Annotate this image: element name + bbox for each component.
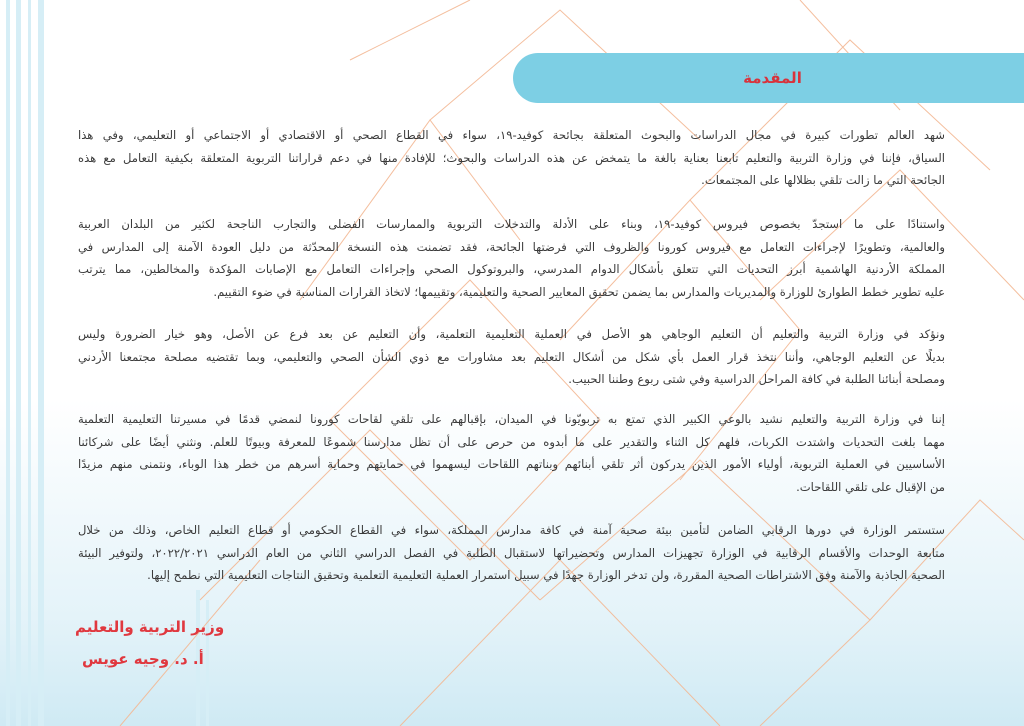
paragraph-line: المملكة الأردنية الهاشمية أبرز التحديات التي تتعلق بأشكال الدوام المدرسي، والبروتوكول الصحي وإجراءات التعامل مع الإصابات المؤكدة والمخالطين، مما يترتب (78, 262, 945, 277)
paragraph-line: متابعة الوحدات والأقسام الرقابية في الوزارة تجهيزات المدارس وتحضيراتها لاستقبال الطلبة في الفصل الدراسي الثاني من العام الدراسي ٢٠٢٢/٢٠٢١، ولتوفير البيئة (78, 545, 945, 560)
paragraph (78, 408, 945, 499)
paragraph-line: الصحية الجاذبة والآمنة وفق الاشتراطات الصحية المقررة، ولن تدخر الوزارة جهدًا في سبيل استمرار العملية التعليمية التعلمية وتحقيق النتاجات التعليمية التي نطمح إليها. (147, 568, 945, 583)
paragraph-line: والعالمية، وتطويرًا لإجراءات التعامل مع فيروس كورونا والظروف التي فرضتها الجائحة، فقد تضمنت هذه النسخة المحدّثة من دليل العودة الآمنة إلى المدارس في (78, 239, 945, 254)
paragraph-line: ونؤكد في وزارة التربية والتعليم أن التعليم الوجاهي هو الأصل في العملية التعليمية التعلمية، وأن التعليم عن بعد فرع عن الأصل، وهو خيار الضرورة وليس (78, 327, 945, 341)
paragraph-line: الأساسيين في العملية التربوية، أولياء الأمور الذين يدركون أثر تلقي أبنائهم وبناتهم اللقاحات ليسهموا في حمايتهم وحماية أسرهم من خطر هذا الوباء، ونتمنى منهم مزيدًا (78, 457, 945, 472)
paragraph-line: عليه تطوير خطط الطوارئ للوزارة والمديريات والمدارس بما يضمن تحقيق المعايير الصحية والتعليمية، وتقييمها؛ لاتخاذ القرارات المناسبة في ضوء التقييم. (213, 285, 945, 300)
paragraph-line: ستستمر الوزارة في دورها الرقابي الضامن لتأمين بيئة صحية آمنة في كافة مدارس المملكة، سواء في القطاع الحكومي أو قطاع التعليم الخاص، وذلك من خلال (78, 523, 945, 537)
paragraph-line: واستنادًا على ما استجدّ بخصوص فيروس كوفيد-١٩، وبناء على الأدلة والتدخلات التربوية والممارسات الفضلى والتجارب الناجحة لكثير من البلدان العربية (78, 217, 945, 231)
paragraph-line: إننا في وزارة التربية والتعليم نشيد بالوعي الكبير الذي تمتع به تربويّونا في الميدان، بإقبالهم على تلقي لقاحات كورونا لنمضي قدمًا في مسيرتنا التعليمية التعلمية (78, 412, 945, 426)
paragraph (78, 519, 945, 587)
paragraph-line: الجائحة التي ما زالت تلقي بظلالها على المجتمعات. (701, 173, 945, 188)
paragraph-line: بديلًا عن التعليم الوجاهي، وأننا نتخذ قرار العمل بأي شكل من أشكال التعليم بعد مشاورات مع ذوي الشأن الصحي والتعليمي، وبما تقتضيه مصلحة مجتمعنا الأردني (78, 349, 945, 364)
paragraph (78, 323, 945, 391)
paragraph-line: ومصلحة أبنائنا الطلبة في كافة المراحل الدراسية وفي شتى ربوع وطننا الحبيب. (568, 372, 945, 387)
paragraph-line: شهد العالم تطورات كبيرة في مجال الدراسات والبحوث المتعلقة بجائحة كوفيد-١٩، سواء في القطاع الصحي أو الاقتصادي أو الاجتماعي أو التعليمي، وفي هذا (78, 128, 945, 142)
paragraph (78, 213, 945, 304)
paragraph-line: من الإقبال على تلقي اللقاحات. (796, 480, 945, 495)
signature-name: أ. د. وجيه عويس (82, 650, 204, 668)
page-title: المقدمة (743, 69, 802, 87)
paragraph (78, 124, 945, 192)
paragraph-line: السياق، فإننا في وزارة التربية والتعليم تابعنا بعناية بالغة ما يتمخض عن هذه الدراسات والبحوث؛ للإفادة منها في دعم قراراتنا التربوية المتعلقة بكيفية التعامل مع هذه (78, 150, 945, 165)
paragraph-line: مهما بلغت التحديات واشتدت الكربات، فلهم كل الثناء والتقدير على ما أبدوه من حرص على أن تظل مدارسنا شموعًا للمعرفة وبيوتًا للعلم. ونثني أيضًا على شركائنا (78, 434, 945, 449)
signature-position: وزير التربية والتعليم (75, 618, 225, 636)
